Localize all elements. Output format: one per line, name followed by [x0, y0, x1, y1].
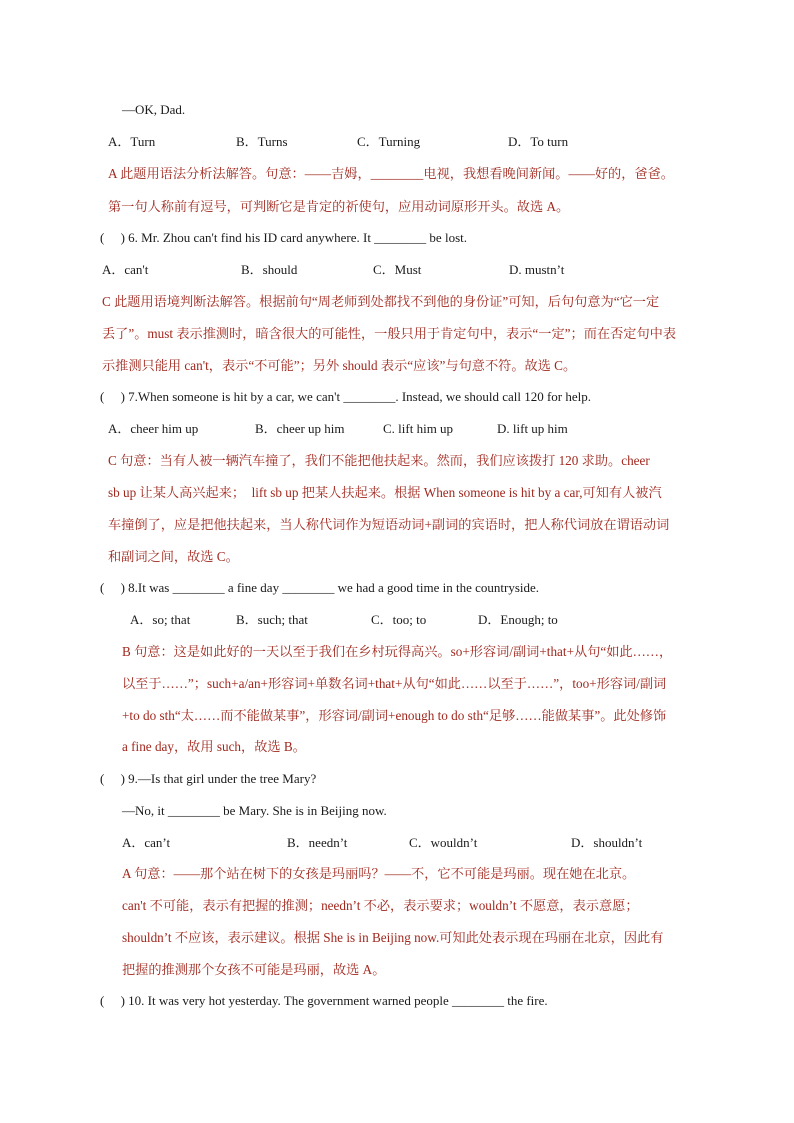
q7-explanation-line-3: 车撞倒了，应是把他扶起来，当人称代词作为短语动词+副词的宾语时，把人称代词放在谓语动词 — [108, 517, 670, 532]
q7-option-a: A．cheer him up — [108, 421, 199, 436]
q5-explanation-line-1: A 此题用语法分析法解答。句意：——吉姆，________电视，我想看晚间新闻。——好的，爸爸。 — [108, 166, 674, 181]
q8-option-d: D．Enough; to — [478, 612, 558, 627]
q7-explanation-line-2: sb up 让某人高兴起来； lift sb up 把某人扶起来。根据 When someone is hit by a car,可知有人被汽 — [108, 485, 662, 500]
q6-option-c: C．Must — [373, 262, 422, 277]
q8-explanation-line-3: +to do sth“太……而不能做某事”，形容词/副词+enough to do sth“足够……能做某事”。此处修饰 — [122, 708, 667, 723]
q8-option-c: C．too; to — [371, 612, 427, 627]
q9-option-d: D．shouldn’t — [571, 835, 643, 850]
q10-stem: ( ) 10. It was very hot yesterday. The government warned people ________ the fire. — [100, 993, 548, 1008]
q8-explanation-line-4: a fine day，故用 such，故选 B。 — [122, 739, 306, 754]
q8-stem: ( ) 8.It was ________ a fine day ________ we had a good time in the countryside. — [100, 580, 540, 595]
q7-option-c: C. lift him up — [383, 421, 454, 436]
q6-explanation-line-3: 示推测只能用 can't，表示“不可能”；另外 should 表示“应该”与句意不符。故选 C。 — [102, 358, 577, 373]
q6-option-d: D. mustn’t — [509, 262, 565, 277]
q7-explanation-line-4: 和副词之间，故选 C。 — [108, 549, 239, 564]
q8-option-b: B．such; that — [236, 612, 308, 627]
q9-option-a: A．can’t — [122, 835, 171, 850]
q5-option-b: B．Turns — [236, 134, 288, 149]
q6-option-b: B．should — [241, 262, 298, 277]
q6-explanation-line-1: C 此题用语境判断法解答。根据前句“周老师到处都找不到他的身份证”可知，后句句意为“它一定 — [102, 294, 660, 309]
q9-reply: —No, it ________ be Mary. She is in Beijing now. — [122, 803, 387, 818]
q8-explanation-line-2: 以至于……”；such+a/an+形容词+单数名词+that+从句“如此……以至于……”，too+形容词/副词 — [122, 676, 667, 691]
q7-option-d: D. lift up him — [497, 421, 568, 436]
q6-explanation-line-2: 丢了”。must 表示推测时，暗含很大的可能性，一般只用于肯定句中，表示“一定”；而在否定句中表 — [102, 326, 677, 341]
q9-option-b: B．needn’t — [287, 835, 348, 850]
q9-explanation-line-1: A 句意：——那个站在树下的女孩是玛丽吗？——不，它不可能是玛丽。现在她在北京。 — [122, 866, 636, 881]
q9-stem: ( ) 9.—Is that girl under the tree Mary? — [100, 771, 317, 786]
q7-option-b: B．cheer up him — [255, 421, 345, 436]
q9-option-c: C．wouldn’t — [409, 835, 478, 850]
q9-explanation-line-3: shouldn’t 不应该，表示建议。根据 She is in Beijing now.可知此处表示现在玛丽在北京，因此有 — [122, 930, 664, 945]
q5-explanation-line-2: 第一句人称前有逗号，可判断它是肯定的祈使句，应用动词原形开头。故选 A。 — [108, 199, 570, 214]
q6-stem: ( ) 6. Mr. Zhou can't find his ID card anywhere. It ________ be lost. — [100, 230, 467, 245]
q8-option-a: A．so; that — [130, 612, 191, 627]
q9-explanation-line-4: 把握的推测那个女孩不可能是玛丽，故选 A。 — [122, 962, 386, 977]
q5-option-a: A．Turn — [108, 134, 156, 149]
q9-explanation-line-2: can't 不可能，表示有把握的推测；needn’t 不必，表示要求；wouldn’t 不愿意，表示意愿； — [122, 898, 639, 913]
q5-option-d: D．To turn — [508, 134, 569, 149]
q5-reply: —OK, Dad. — [122, 102, 186, 117]
q6-option-a: A．can't — [102, 262, 149, 277]
q5-option-c: C．Turning — [357, 134, 421, 149]
q7-explanation-line-1: C 句意：当有人被一辆汽车撞了，我们不能把他扶起来。然而，我们应该拨打 120 求助。cheer — [108, 453, 650, 468]
q8-explanation-line-1: B 句意：这是如此好的一天以至于我们在乡村玩得高兴。so+形容词/副词+that+从句“如此……， — [122, 644, 673, 659]
q7-stem: ( ) 7.When someone is hit by a car, we can't ________. Instead, we should call 120 for help. — [100, 389, 591, 404]
